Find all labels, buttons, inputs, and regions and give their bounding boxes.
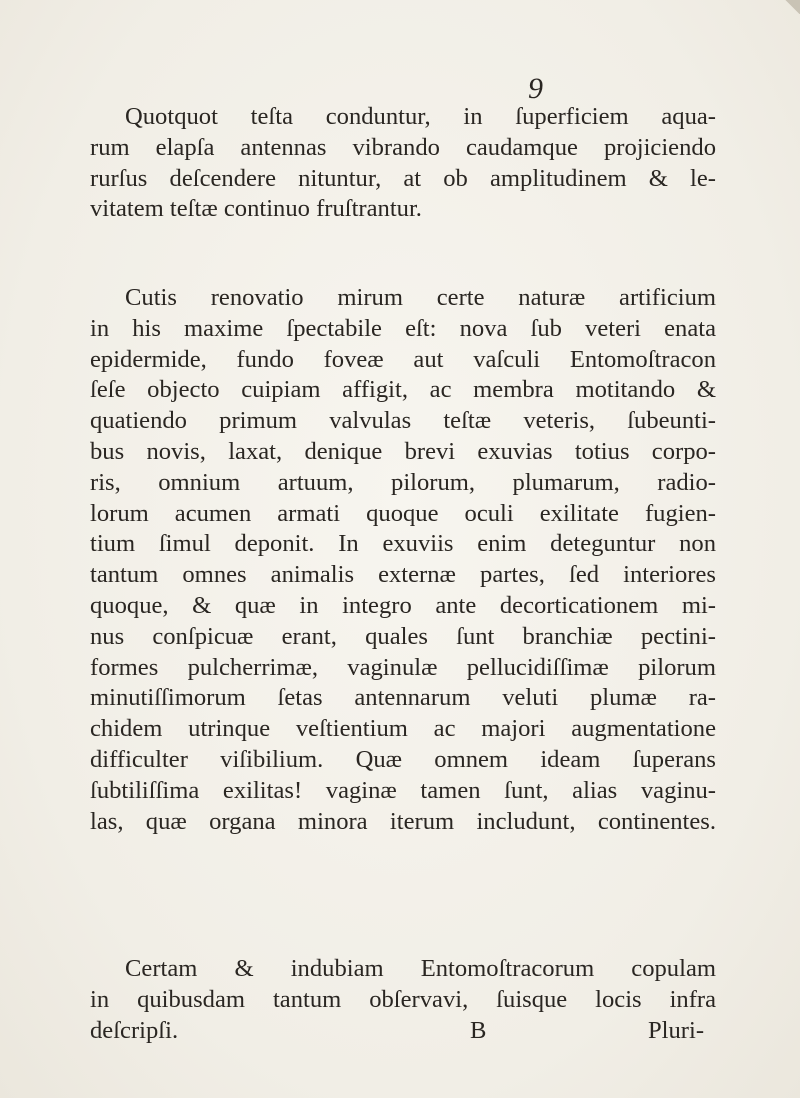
catchword: Pluri- <box>648 1017 705 1044</box>
text-line: lorum acumen armati quoque oculi exilitate fugien- <box>90 499 716 527</box>
text-line: in quibusdam tantum obſervavi, ſuisque locis infra <box>90 985 716 1013</box>
text-line: ſubtiliſſima exilitas! vaginæ tamen ſunt, alias vaginu- <box>90 776 716 804</box>
paragraph-1 <box>90 102 716 225</box>
text-line: quoque, & quæ in integro ante decorticationem mi- <box>90 591 716 619</box>
text-line: difficulter viſibilium. Quæ omnem ideam ſuperans <box>90 745 716 773</box>
text-line: tantum omnes animalis externæ partes, ſed interiores <box>90 561 716 589</box>
text-line: quatiendo primum valvulas teſtæ veteris, ſubeunti- <box>90 407 716 435</box>
paragraph-2 <box>90 283 716 837</box>
text-line: rurſus deſcendere nituntur, at ob amplitudinem & le- <box>90 164 716 192</box>
text-line: Quotquot teſta conduntur, in ſuperficiem aqua- <box>125 103 716 130</box>
text-line: ris, omnium artuum, pilorum, plumarum, radio- <box>90 468 716 496</box>
text-line: rum elapſa antennas vibrando caudamque projiciendo <box>90 133 716 161</box>
last-line-word: deſcripſi. <box>90 1017 179 1044</box>
text-line: tium ſimul deponit. In exuviis enim deteguntur non <box>90 530 716 558</box>
page-number: 9 <box>528 72 543 105</box>
text-line: vitatem teſtæ continuo fruſtrantur. <box>90 195 422 223</box>
text-line: bus novis, laxat, denique brevi exuvias totius corpo- <box>90 437 716 465</box>
text-line: formes pulcherrimæ, vaginulæ pellucidiſſimæ pilorum <box>90 653 716 681</box>
page-corner-fold <box>782 0 800 14</box>
text-line: nus conſpicuæ erant, quales ſunt branchiæ pectini- <box>90 622 716 650</box>
text-line: minutiſſimorum ſetas antennarum veluti plumæ ra- <box>90 684 716 712</box>
text-line: las, quæ organa minora iterum includunt, continentes. <box>90 807 716 835</box>
text-line: Cutis renovatio mirum certe naturæ artificium <box>125 284 716 311</box>
text-line: chidem utrinque veſtientium ac majori augmentatione <box>90 715 716 743</box>
text-line: Certam & indubiam Entomoſtracorum copulam <box>125 955 716 982</box>
text-line: epidermide, fundo foveæ aut vaſculi Entomoſtracon <box>90 345 716 373</box>
paragraph-3 <box>90 954 716 1016</box>
text-line: ſeſe objecto cuipiam affigit, ac membra motitando & <box>90 376 716 404</box>
signature-mark: B <box>470 1017 487 1044</box>
text-line: in his maxime ſpectabile eſt: nova ſub veteri enata <box>90 314 716 342</box>
